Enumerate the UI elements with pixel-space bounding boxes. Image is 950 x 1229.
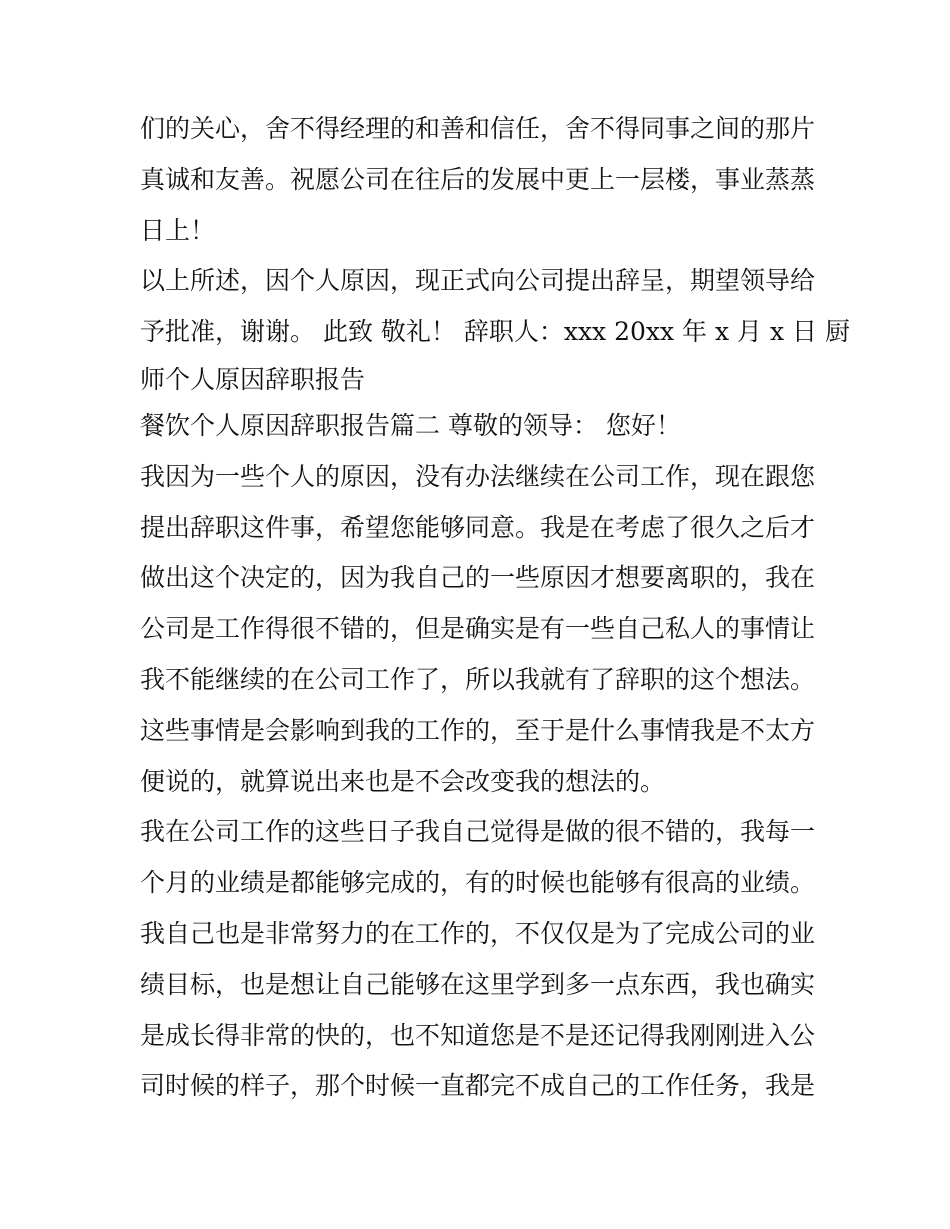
text-line: 个月的业绩是都能够完成的，有的时候也能够有很高的业绩。 <box>140 868 816 898</box>
document-text <box>140 104 850 1112</box>
text-line: 提出辞职这件事，希望您能够同意。我是在考虑了很久之后才 <box>140 512 816 542</box>
text-line: 是成长得非常的快的，也不知道您是不是还记得我刚刚进入公 <box>140 1020 816 1050</box>
text-line: 师个人原因辞职报告 <box>140 364 366 394</box>
text-line: 做出这个决定的，因为我自己的一些原因才想要离职的，我在 <box>140 563 816 593</box>
text-line: 予批准，谢谢。 此致 敬礼！ 辞职人：xxx 20xx 年 x 月 x 日 厨 <box>140 317 850 347</box>
text-line: 便说的，就算说出来也是不会改变我的想法的。 <box>140 766 666 796</box>
text-line: 绩目标，也是想让自己能够在这里学到多一点东西，我也确实 <box>140 969 816 999</box>
text-line: 我自己也是非常努力的在工作的，不仅仅是为了完成公司的业 <box>140 918 816 948</box>
text-line: 餐饮个人原因辞职报告篇二 尊敬的领导： 您好！ <box>140 410 681 440</box>
text-line: 公司是工作得很不错的，但是确实是有一些自己私人的事情让 <box>140 614 816 644</box>
text-line: 日上！ <box>140 215 216 245</box>
text-line: 以上所述，因个人原因，现正式向公司提出辞呈，期望领导给 <box>140 266 816 296</box>
text-line: 真诚和友善。祝愿公司在往后的发展中更上一层楼，事业蒸蒸 <box>140 164 816 194</box>
text-line: 这些事情是会影响到我的工作的，至于是什么事情我是不太方 <box>140 715 816 745</box>
text-line: 我不能继续的在公司工作了，所以我就有了辞职的这个想法。 <box>140 664 816 694</box>
text-line: 我在公司工作的这些日子我自己觉得是做的很不错的，我每一 <box>140 817 816 847</box>
text-line: 我因为一些个人的原因，没有办法继续在公司工作，现在跟您 <box>140 461 816 491</box>
text-line: 司时候的样子，那个时候一直都完不成自己的工作任务，我是 <box>140 1071 816 1101</box>
text-line: 们的关心，舍不得经理的和善和信任，舍不得同事之间的那片 <box>140 114 816 143</box>
